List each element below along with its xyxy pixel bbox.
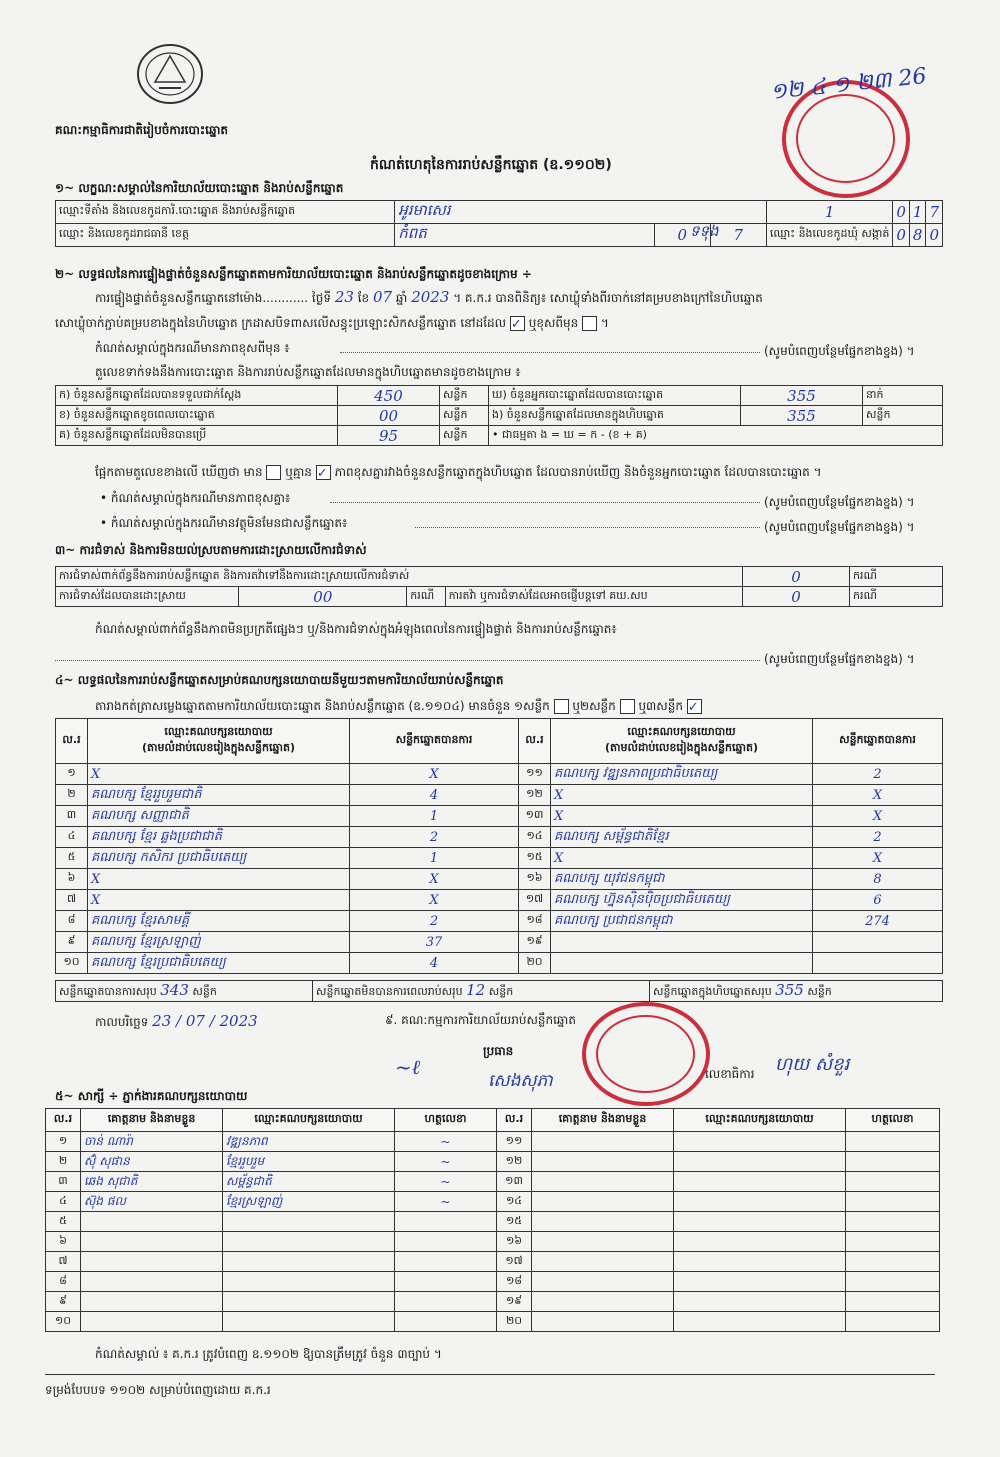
results-col-no-right: ល.រ [519,719,551,764]
bullet-difference-fill: (សូមបំពេញបន្ថែមផ្នែកខាងខ្នង) ។ [764,495,915,509]
witness-name [81,1292,223,1312]
witness-sign-right [846,1192,940,1212]
commune-label: ឈ្មោះ និងលេខកូដឃុំ សង្កាត់ [766,224,893,247]
results-votes-right: X [813,848,943,869]
chair-name: សេងសុភា [488,1071,553,1091]
witness-row [46,1192,940,1212]
witness-name [81,1272,223,1292]
results-votes: 1 [350,848,519,869]
witness-name: ស៊ុំ សុផាន [81,1152,223,1172]
witness-row [46,1172,940,1192]
document-title: កំណត់ហេតុនៃការរាប់សន្លឹកឆ្នោត (ឧ.១១០២) [370,157,612,173]
results-party-right [551,932,813,953]
seal-check-mid: ឬខុសពីមុន [528,316,579,330]
results-no-right: ១១ [519,764,551,785]
results-no: ៧ [56,890,88,911]
results-no-right: ១៣ [519,806,551,827]
results-no: ១ [56,764,88,785]
bullet-foreign-line[interactable] [415,527,760,528]
results-no-right: ១៦ [519,869,551,890]
verify-year-label: ឆ្នាំ [395,291,408,305]
results-party: គណបក្ស ខ្មែរប្រជាធិបតេយ្យ [88,953,350,974]
witness-name-right [532,1292,674,1312]
footer-divider [45,1374,935,1375]
witness-sign-right [846,1172,940,1192]
form-line: ទម្រង់បែបបទ ១១០២ សម្រាប់បំពេញដោយ គ.ក.រ [45,1383,271,1397]
witness-party-right [674,1232,846,1252]
difference-note-line[interactable] [340,352,760,353]
witness-no: ២ [46,1152,81,1172]
witness-sign: ~ [395,1192,497,1212]
total-box-cell [650,981,943,1002]
difference-note-fill: (សូមបំពេញបន្ថែមផ្នែកខាងខ្នង) ។ [764,344,915,358]
two-sheet-checkbox[interactable] [620,699,635,714]
witness-sign-right [846,1272,940,1292]
witness-no-right: ១១ [497,1132,532,1152]
witness-name: ស៊ុង ផល [81,1192,223,1212]
witness-name: ឆេង សុជាតិ [81,1172,223,1192]
results-no: ៣ [56,806,88,827]
witness-sign-right [846,1132,940,1152]
results-party-right [551,953,813,974]
results-votes: 37 [350,932,519,953]
results-party: គណបក្ស ខ្មែរស្រឡាញ់ [88,932,350,953]
witness-no: ៥ [46,1212,81,1232]
witness-no: ៣ [46,1172,81,1192]
results-col-votes-right: សន្លឹកឆ្នោតបានការ [813,719,943,764]
witness-party-right [674,1272,846,1292]
witness-row [46,1272,940,1292]
witness-sign [395,1272,497,1292]
results-votes-right: 6 [813,890,943,911]
witness-sign-right [846,1212,940,1232]
witness-col-party: ឈ្មោះគណបក្សនយោបាយ [223,1109,395,1132]
results-no: ១០ [56,953,88,974]
witness-row [46,1232,940,1252]
figure-b-label: ខ) ចំនួនសន្លឹកឆ្នោតខូចពេលបោះឆ្នោត [56,406,338,426]
results-no: ៦ [56,869,88,890]
date-line [95,1012,258,1032]
location-code-3: 1 [909,201,926,224]
figure-c-value: 95 [338,426,440,446]
witness-row [46,1212,940,1232]
results-no-right: ១៥ [519,848,551,869]
witness-no-right: ១៤ [497,1192,532,1212]
figure-a-value: 450 [338,386,440,406]
witness-party: វឌ្ឍនភាព [223,1132,395,1152]
witness-name-right [532,1132,674,1152]
totals-table [55,980,943,1002]
witness-party-right [674,1152,846,1172]
witness-row [46,1292,940,1312]
witness-no: ៩ [46,1292,81,1312]
witness-sign-right [846,1232,940,1252]
witness-row [46,1312,940,1332]
results-party-right: គណបក្ស ប្រជាជនកម្ពុជា [551,911,813,932]
results-no-right: ២០ [519,953,551,974]
location-code-2: 0 [893,201,910,224]
committee-name: គណ:កម្មាធិការជាតិរៀបចំការបោះឆ្នោត [55,123,229,137]
figures-intro: តួលេខទាក់ទងនឹងការបោះឆ្នោត និងការរាប់សន្លឹកឆ្នោតដែលមានក្នុងហិបឆ្នោតមានដូចខាងក្រោម ៖ [95,365,521,379]
verify-line [95,288,763,308]
witness-name-right [532,1272,674,1292]
forwarded-value: 0 [743,587,850,607]
witness-name [81,1252,223,1272]
witness-party-right [674,1292,846,1312]
figure-d-unit: នាក់ [863,386,943,406]
results-row [56,953,943,974]
location-label: ឈ្មោះទីតាំង និងលេខកូដការិ.បោះឆ្នោត និងរាប់សន្លឹកឆ្នោត [56,201,395,224]
bullet-difference-line[interactable] [330,502,760,503]
total-valid-label: សន្លឹកឆ្នោតបានការសរុប [59,985,157,998]
tally-line [95,698,702,716]
witness-name-right [532,1232,674,1252]
witness-party-right [674,1252,846,1272]
location-code-1: 1 [766,201,893,224]
tally-three-text: ឬ៣សន្លឹក [638,699,683,713]
results-no: ៨ [56,911,88,932]
bullet-difference: • កំណត់សម្គាល់ក្នុងករណីមានភាពខុសគ្នា៖ [100,491,291,505]
witness-name-right [532,1172,674,1192]
province-code-2: 7 [710,224,766,247]
one-sheet-checkbox[interactable] [554,699,569,714]
results-col-no: ល.រ [56,719,88,764]
witness-no: ១០ [46,1312,81,1332]
results-party: គណបក្ស ខ្មែរ ឆ្លងប្រជាជាតិ [88,827,350,848]
witness-row [46,1132,940,1152]
section1-title: ១~ លក្ខណ:សម្គាល់នៃការិយាល័យបោះឆ្នោត និងរាប់សន្លឹកឆ្នោត [55,181,344,195]
results-no-right: ១៧ [519,890,551,911]
irregularity-note: កំណត់សម្គាល់ពាក់ព័ន្ធនឹងភាពមិនប្រក្រតីផ្សេងៗ ឬ/និងការជំទាស់ក្នុងអំឡុងពេលនៃការផ្ទៀងផ្ទាត់ និងការរាប់សន្លឹកឆ្នោត៖ [95,622,617,636]
results-party: គណបក្ស កសិករ ប្រជាធិបតេយ្យ [88,848,350,869]
results-no-right: ១៤ [519,827,551,848]
tally-line-text: តារាងកត់ត្រាសម្លេងឆ្នោតតាមការិយាល័យបោះឆ្នោត និងរាប់សន្លឹកឆ្នោត (ឧ.១១០៤) មានចំនួន ១សន្លឹក [95,699,550,713]
witness-party [223,1312,395,1332]
results-votes-right [813,932,943,953]
has-difference-checkbox[interactable] [266,465,281,480]
results-party-right: គណបក្ស វឌ្ឍនភាពប្រជាធិបតេយ្យ [551,764,813,785]
chair-signature: ~ℓ [395,1055,421,1079]
results-party-right: X [551,848,813,869]
section1-table [55,200,943,247]
witness-sign [395,1252,497,1272]
figure-d-value: 355 [741,386,863,406]
compare-no-text: ឬគ្មាន [285,465,312,479]
witness-body [46,1132,940,1332]
section5-title: ៥~ សាក្សី ÷ ភ្នាក់ងារគណបក្សនយោបាយ [55,1089,248,1103]
section3-title: ៣~ ការជំទាស់ និងការមិនយល់ស្របតាមការដោះស្រាយលើការជំទាស់ [55,543,367,557]
figure-c-label: គ) ចំនួនសន្លឹកឆ្នោតដែលមិនបានប្រើ [56,426,338,446]
commune-code-2: 8 [909,224,926,247]
total-box-value: 355 [775,981,804,999]
witness-sign [395,1312,497,1332]
verify-month-label: ខែ [357,291,370,305]
results-party: X [88,869,350,890]
compare-line [95,464,945,482]
bullet-foreign-fill: (សូមបំពេញបន្ថែមផ្នែកខាងខ្នង) ។ [764,520,915,534]
three-sheet-checkbox[interactable]: ✓ [687,699,702,714]
witness-no-right: ១៣ [497,1172,532,1192]
figure-e-label: ង) ចំនួនសន្លឹកឆ្នោតដែលមានក្នុងហិបឆ្នោត [489,406,741,426]
results-votes: X [350,890,519,911]
witness-sign-right [846,1292,940,1312]
witness-sign [395,1232,497,1252]
changed-checkbox[interactable] [582,316,597,331]
witness-party-right [674,1172,846,1192]
resolved-unit: ករណី [407,587,445,607]
verify-year: 2023 [411,288,450,306]
witness-table [45,1108,940,1332]
results-row [56,869,943,890]
witness-party: ខ្មែរស្រឡាញ់ [223,1192,395,1212]
witness-name: ចាន់ ណារ៉ា [81,1132,223,1152]
total-invalid-value: 12 [466,981,486,999]
total-valid-value: 343 [160,981,189,999]
verify-line-text: ការផ្ទៀងផ្ទាត់ចំនួនសន្លឹកឆ្នោតនៅម៉ោង............ ថ្ងៃទី [95,291,331,305]
witness-party [223,1272,395,1292]
witness-col-sign: ហត្ថលេខា [395,1109,497,1132]
witness-name [81,1232,223,1252]
total-valid-unit: សន្លឹក [192,985,217,998]
total-box-unit: សន្លឹក [807,985,832,998]
section4-title: ៤~ លទ្ធផលនៃការរាប់សន្លឹកឆ្នោតសម្រាប់គណបក្សនយោបាយនីមួយៗតាមការិយាល័យរាប់សន្លឹកឆ្នោត [55,673,504,687]
verify-day: 23 [334,288,354,306]
results-no: ២ [56,785,88,806]
witness-sign: ~ [395,1132,497,1152]
witness-name [81,1212,223,1232]
results-votes: 4 [350,953,519,974]
results-votes-right: 2 [813,827,943,848]
location-code-4: 7 [926,201,943,224]
witness-no: ១ [46,1132,81,1152]
results-party-right: X [551,806,813,827]
results-votes: X [350,764,519,785]
witness-no-right: ២០ [497,1312,532,1332]
figure-a-label: ក) ចំនួនសន្លឹកឆ្នោតដែលបានទទួលជាក់ស្តែង [56,386,338,406]
witness-sign [395,1292,497,1312]
witness-party-right [674,1132,846,1152]
witness-no-right: ១៧ [497,1252,532,1272]
results-party-right: គណបក្ស ហ្វ៊ុនស៊ិនប៉ិចប្រជាធិបតេយ្យ [551,890,813,911]
results-row [56,764,943,785]
witness-sign-right [846,1152,940,1172]
witness-name-right [532,1212,674,1232]
witness-no: ៤ [46,1192,81,1212]
resolved-value: 00 [239,587,407,607]
results-votes-right [813,953,943,974]
results-col-party-title-right: ឈ្មោះគណបក្សនយោបាយ [627,725,736,738]
witness-sign: ~ [395,1152,497,1172]
nec-emblem-icon [135,42,205,106]
results-no-right: ១២ [519,785,551,806]
chair-label: ប្រធាន [483,1044,514,1058]
witness-col-party-right: ឈ្មោះគណបក្សនយោបាយ [674,1109,846,1132]
witness-name-right [532,1192,674,1212]
irregularity-fill: (សូមបំពេញបន្ថែមផ្នែកខាងខ្នង) ។ [764,652,915,666]
compare-tail-text: ភាពខុសគ្នារវាងចំនួនសន្លឹកឆ្នោតក្នុងហិបឆ្នោត ដែលបានរាប់ឃើញ និងចំនួនអ្នកបោះឆ្នោត ដែលបានបោះឆ្នោត ។ [334,465,822,479]
committee-seal [582,1002,710,1106]
results-table [55,718,943,974]
results-no: ៥ [56,848,88,869]
witness-sign-right [846,1312,940,1332]
province-value: កំពត [395,224,655,247]
witness-sign-right [846,1252,940,1272]
date-label: កាលបរិច្ឆេទ [95,1015,149,1029]
section3-table [55,566,943,607]
results-no-right: ១៩ [519,932,551,953]
witness-row [46,1252,940,1272]
witness-name-right [532,1312,674,1332]
forwarded-unit: ករណី [850,587,943,607]
results-party: គណបក្ស ខ្មែរសាមគ្គី [88,911,350,932]
results-col-party-title: ឈ្មោះគណបក្សនយោបាយ [164,725,273,738]
witness-no-right: ១៦ [497,1232,532,1252]
witness-col-sign-right: ហត្ថលេខា [846,1109,940,1132]
results-row [56,932,943,953]
witness-no-right: ១២ [497,1152,532,1172]
objection-label: ការជំទាស់ពាក់ព័ន្ធនឹងការរាប់សន្លឹកឆ្នោត និងការតវ៉ាទៅនឹងការដោះស្រាយលើការជំទាស់ [56,567,743,587]
results-col-party-sub: (តាមលំដាប់លេខរៀងក្នុងសន្លឹកឆ្នោត) [142,741,295,754]
witness-no-right: ១៨ [497,1272,532,1292]
province-code-1: 0 [654,224,710,247]
witness-col-name: គោត្តនាម និងនាមខ្លួន [81,1109,223,1132]
witness-sign [395,1212,497,1232]
footer-note: កំណត់សម្គាល់ ៖ គ.ក.រ ត្រូវបំពេញ ឧ.១១០២ ឱ្យបានត្រឹមត្រូវ ចំនួន ៣ច្បាប់ ។ [95,1347,442,1361]
objection-unit: ករណី [850,567,943,587]
results-row [56,911,943,932]
results-votes: 4 [350,785,519,806]
objection-value: 0 [743,567,850,587]
witness-name-right [532,1252,674,1272]
witness-no-right: ១៥ [497,1212,532,1232]
commune-value: ទទុង [690,222,719,240]
witness-no: ៦ [46,1232,81,1252]
results-party-right: គណបក្ស យុវជនកម្ពុជា [551,869,813,890]
witness-col-no: ល.រ [46,1109,81,1132]
resolved-label: ការជំទាស់ដែលបានដោះស្រាយ [56,587,239,607]
results-no: ៤ [56,827,88,848]
witness-name-right [532,1152,674,1172]
figure-formula: • ជាធម្មតា ង = ឃ = ក - (ខ + គ) [489,426,943,446]
results-no-right: ១៨ [519,911,551,932]
figure-d-label: ឃ) ចំនួនអ្នកបោះឆ្នោតដែលបានបោះឆ្នោត [489,386,741,406]
witness-party [223,1232,395,1252]
results-col-votes: សន្លឹកឆ្នោតបានការ [350,719,519,764]
results-party: X [88,764,350,785]
total-valid-cell [56,981,313,1002]
results-row [56,827,943,848]
results-col-party-sub-right: (តាមលំដាប់លេខរៀងក្នុងសន្លឹកឆ្នោត) [605,741,758,754]
commune-code-3: 0 [926,224,943,247]
witness-name [81,1312,223,1332]
witness-no: ៨ [46,1272,81,1292]
same-checkbox[interactable]: ✓ [510,316,525,331]
witness-col-no-right: ល.រ [497,1109,532,1132]
total-invalid-cell [313,981,650,1002]
results-party: គណបក្ស សញ្ញាជាតិ [88,806,350,827]
verify-line-end: ។ គ.ក.រ បានពិនិត្យ៖ សោឃ្លុំទាំងពីរចាក់នៅគម្របខាងក្រៅនៃហិបឆ្នោត [453,291,763,305]
results-party-right: X [551,785,813,806]
results-row [56,848,943,869]
province-label: ឈ្មោះ និងលេខកូដរាជធានី ខេត្ត [56,224,395,247]
witness-row [46,1152,940,1172]
seal-check-line: សោឃ្លុំចាក់ភ្ជាប់គម្របខាងក្នុងនៃហិបឆ្នោត ក្រដាសបិទពាសលើសន្ធុះប្រឡោះសិកសន្លឹកឆ្នោត នៅដដែល ✓ ឬខុសពីមុន ។ [55,316,609,332]
results-votes: 2 [350,827,519,848]
results-votes-right: 274 [813,911,943,932]
results-party: គណបក្ស ខ្មែររួបរួមជាតិ [88,785,350,806]
witness-party: សម្ព័ន្ធជាតិ [223,1172,395,1192]
irregularity-line[interactable] [55,660,760,661]
section2-title: ២~ លទ្ធផលនៃការផ្ទៀងផ្ទាត់ចំនួនសន្លឹកឆ្នោតតាមការិយាល័យបោះឆ្នោត និងរាប់សន្លឹកឆ្នោតដូចខាងក្រោម ÷ [55,267,532,281]
results-no: ៩ [56,932,88,953]
results-votes-right: X [813,806,943,827]
witness-party-right [674,1192,846,1212]
witness-party-right [674,1212,846,1232]
results-votes-right: 2 [813,764,943,785]
location-value: អូរមាសេរ [395,201,767,224]
results-votes-right: 8 [813,869,943,890]
figure-e-value: 355 [741,406,863,426]
figures-table [55,385,943,446]
results-col-party [88,719,350,764]
figure-e-unit: សន្លឹក [863,406,943,426]
compare-line-text: ផ្អែកតាមតួលេខខាងលើ ឃើញថា មាន [95,465,263,479]
tally-two-text: ឬ២សន្លឹក [572,699,616,713]
results-row [56,890,943,911]
bullet-foreign: • កំណត់សម្គាល់ក្នុងករណីមានវត្ថុមិនមែនជាសន្លឹកឆ្នោត៖ [100,516,348,530]
sign-committee: ៩. គណ:កម្មការការិយាល័យរាប់សន្លឹកឆ្នោត [385,1013,576,1027]
results-col-party-right [551,719,813,764]
figure-c-unit: សន្លឹក [440,426,489,446]
secretary-label: លេខាធិការ [705,1067,755,1081]
seal-handwriting: ១២ ៤ ១ ២៣ 26 [768,63,928,106]
total-box-label: សន្លឹកឆ្នោតក្នុងហិបឆ្នោតសរុប [653,985,772,998]
witness-sign: ~ [395,1172,497,1192]
results-row [56,806,943,827]
date-value: 23 / 07 / 2023 [152,1012,258,1030]
results-votes: 2 [350,911,519,932]
difference-note-label: កំណត់សម្គាល់ក្នុងករណីមានភាពខុសពីមុន ៖ [95,341,290,355]
no-difference-checkbox[interactable]: ✓ [316,465,331,480]
verify-month: 07 [373,288,393,306]
figure-b-unit: សន្លឹក [440,406,489,426]
figure-a-unit: សន្លឹក [440,386,489,406]
witness-party [223,1212,395,1232]
witness-col-name-right: គោត្តនាម និងនាមខ្លួន [532,1109,674,1132]
witness-no: ៧ [46,1252,81,1272]
results-votes-right: X [813,785,943,806]
total-invalid-unit: សន្លឹក [488,985,514,998]
witness-party [223,1292,395,1312]
seal-check-text: សោឃ្លុំចាក់ភ្ជាប់គម្របខាងក្នុងនៃហិបឆ្នោត ក្រដាសបិទពាសលើសន្ធុះប្រឡោះសិកសន្លឹកឆ្នោត នៅដដែល [55,316,507,330]
total-invalid-label: សន្លឹកឆ្នោតមិនបានការពេលរាប់សរុប [316,985,463,998]
commune-code-1: 0 [893,224,910,247]
results-votes: X [350,869,519,890]
witness-party: ខ្មែររួបរួម [223,1152,395,1172]
witness-no-right: ១៩ [497,1292,532,1312]
results-row [56,785,943,806]
results-votes: 1 [350,806,519,827]
results-party: X [88,890,350,911]
witness-party-right [674,1312,846,1332]
secretary-name: ហុយ សំខួរ [775,1054,850,1075]
figure-b-value: 00 [338,406,440,426]
results-body [56,764,943,974]
forwarded-label: ការតវ៉ា ឬការជំទាស់ដែលអាចផ្ញើបន្តទៅ គឃ.សប [445,587,742,607]
results-party-right: គណបក្ស សម្ព័ន្ធជាតិខ្មែរ [551,827,813,848]
witness-party [223,1252,395,1272]
